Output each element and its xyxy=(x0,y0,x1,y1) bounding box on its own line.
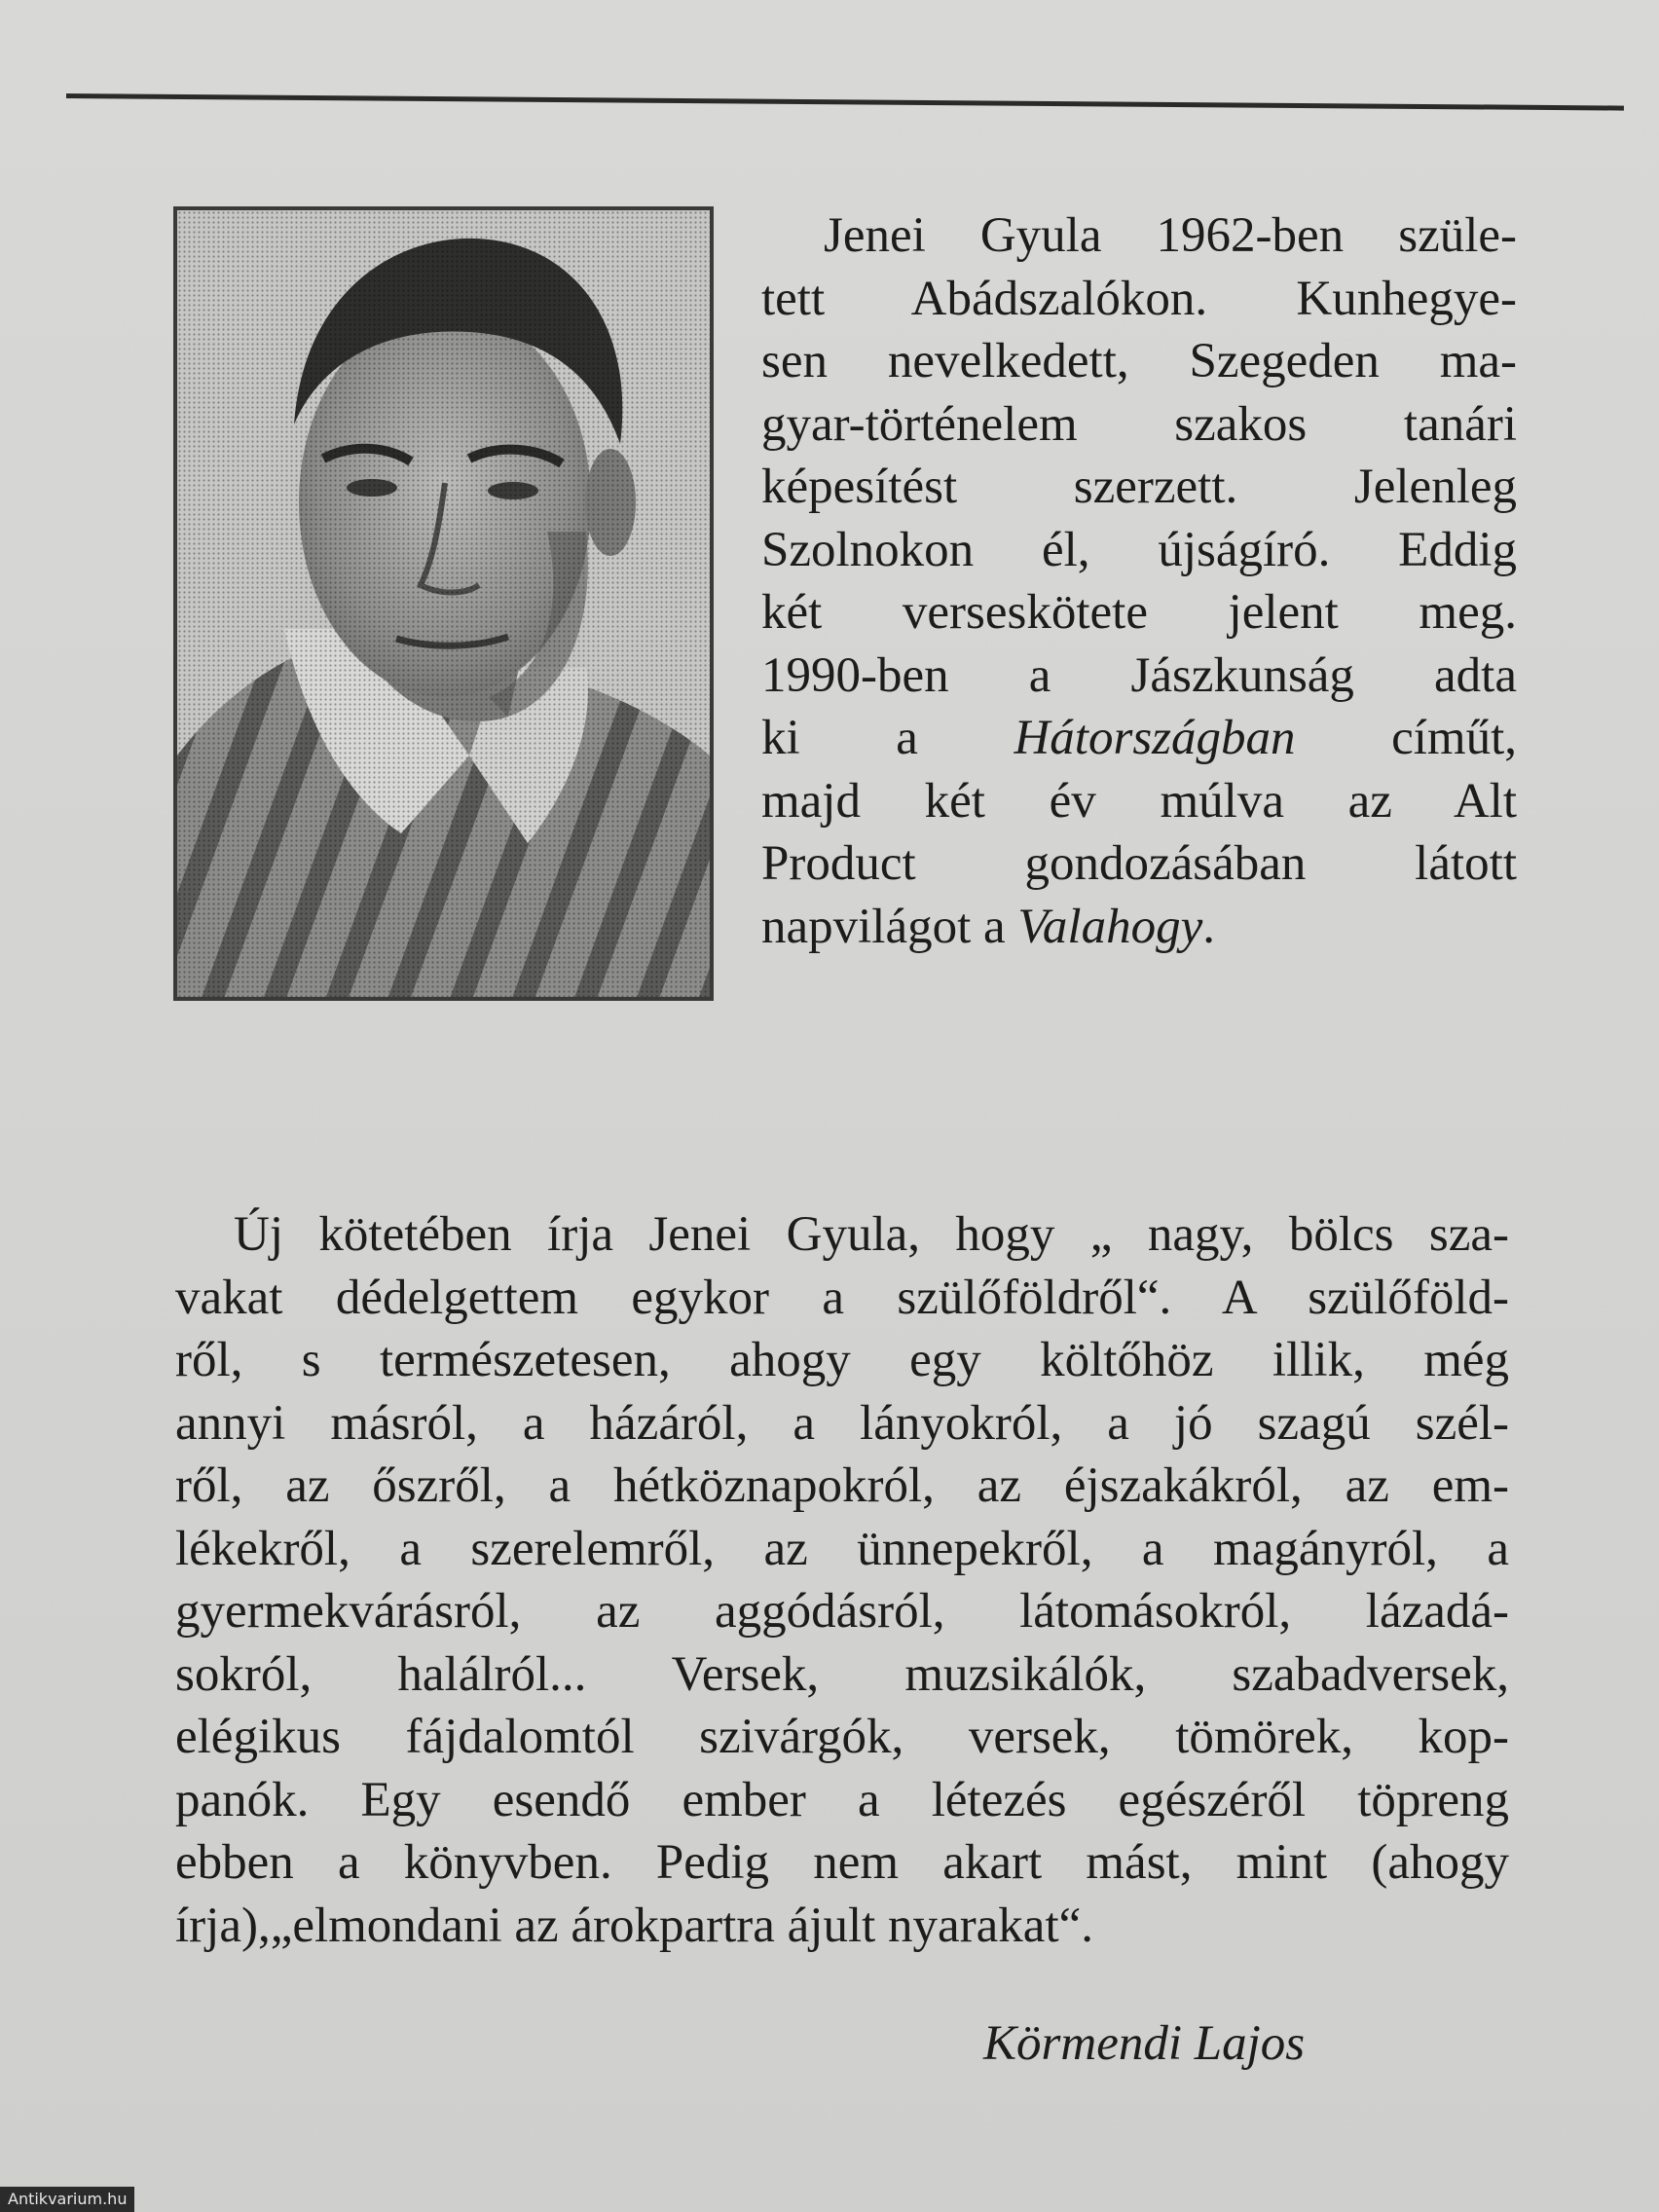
bio-line: két verseskötete jelent meg. xyxy=(761,585,1517,640)
author-bio-paragraph xyxy=(761,204,1517,958)
bio-line: képesítést szerzett. Jelenleg xyxy=(761,460,1517,514)
review-line: gyermekvárásról, az aggódásról, látomásokról, lázadá- xyxy=(175,1584,1509,1639)
review-signature: Körmendi Lajos xyxy=(983,2016,1306,2071)
review-line: ről, az őszről, a hétköznapokról, az éjszakákról, az em- xyxy=(175,1458,1509,1513)
bio-line: Jenei Gyula 1962-ben szüle- xyxy=(824,208,1517,263)
bio-text: napvilágot a xyxy=(761,899,1018,954)
review-line: ebben a könyvben. Pedig nem akart mást, mint (ahogy xyxy=(175,1835,1509,1890)
review-line: annyi másról, a házáról, a lányokról, a jó szagú szél- xyxy=(175,1395,1509,1451)
review-line: vakat dédelgettem egykor a szülőföldről“. A szülőföld- xyxy=(175,1270,1509,1325)
bio-line: majd két év múlva az Alt xyxy=(761,773,1517,829)
review-line: lékekről, a szerelemről, az ünnepekről, a magányról, a xyxy=(175,1521,1509,1576)
review-line: ről, s természetesen, ahogy egy költőhöz illik, még xyxy=(175,1333,1509,1387)
bio-line xyxy=(761,896,1517,959)
bio-text: . xyxy=(1202,899,1215,954)
book-title-hatorszagban: Hátországban xyxy=(1014,711,1296,765)
bio-line: Product gondozásában látott xyxy=(761,836,1517,891)
bio-line xyxy=(761,707,1517,770)
review-line: írja),„elmondani az árokpartra ájult nyarakat“. xyxy=(175,1898,1094,1953)
watermark-label: Antikvarium.hu xyxy=(0,2187,134,2212)
review-line: sokról, halálról... Versek, muzsikálók, szabadversek, xyxy=(175,1646,1509,1702)
bio-line: tett Abádszalókon. Kunhegye- xyxy=(761,271,1517,326)
review-line: elégikus fájdalomtól szivárgók, versek, tömörek, kop- xyxy=(175,1710,1509,1764)
bio-line: sen nevelkedett, Szegeden ma- xyxy=(761,334,1517,388)
review-line: panók. Egy esendő ember a létezés egészéről töpreng xyxy=(175,1772,1509,1827)
bio-text: címűt, xyxy=(1295,711,1517,765)
review-line: Új kötetében írja Jenei Gyula, hogy „ nagy, bölcs sza- xyxy=(234,1207,1509,1262)
book-title-valahogy: Valahogy xyxy=(1017,899,1203,954)
bio-line: gyar-történelem szakos tanári xyxy=(761,396,1517,452)
review-paragraph xyxy=(175,1203,1509,1957)
bio-text: ki a xyxy=(761,711,1014,765)
bio-line: 1990-ben a Jászkunság adta xyxy=(761,647,1517,703)
bio-line: Szolnokon él, újságíró. Eddig xyxy=(761,522,1517,577)
author-portrait-photo xyxy=(173,206,714,1001)
